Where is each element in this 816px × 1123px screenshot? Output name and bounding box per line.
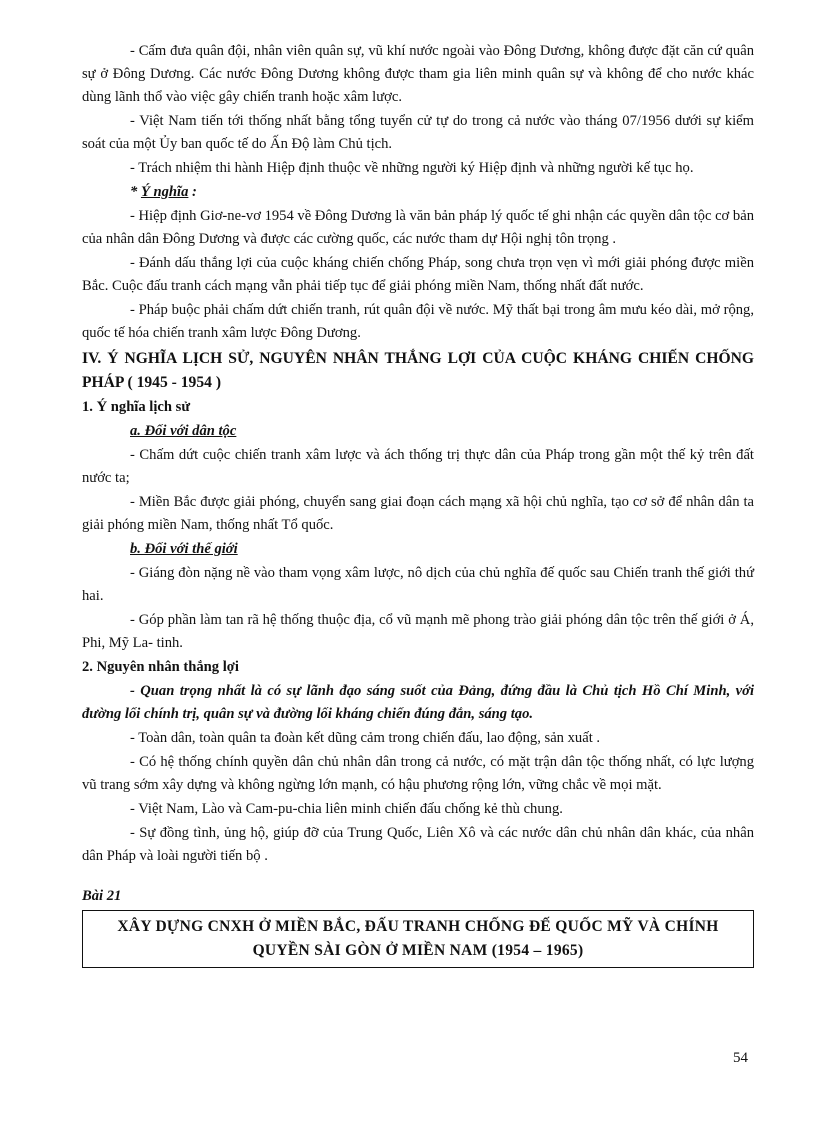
paragraph: - Miền Bắc được giải phóng, chuyển sang giai đoạn cách mạng xã hội chủ nghĩa, tạo cơ sở để nhân dân ta giải phóng miền Nam, thống nhất Tổ quốc. [82, 494, 754, 533]
subsection-heading: 2. Nguyên nhân thắng lợi [82, 659, 239, 675]
paragraph: - Hiệp định Giơ-ne-vơ 1954 về Đông Dương là văn bản pháp lý quốc tế ghi nhận các quyền dân tộc cơ bản của nhân dân Đông Dương và được các cường quốc, các nước tham dự Hội nghị tôn trọng . [82, 208, 754, 247]
paragraph: - Chấm dứt cuộc chiến tranh xâm lược và ách thống trị thực dân của Pháp trong gần một thế kỷ trên đất nước ta; [82, 447, 754, 486]
significance-colon: : [188, 184, 197, 200]
sub-heading-a: a. Đối với dân tộc [130, 423, 237, 439]
paragraph: - Trách nhiệm thi hành Hiệp định thuộc về những người ký Hiệp định và những người kế tục họ. [130, 160, 694, 176]
paragraph: - Giáng đòn nặng nề vào tham vọng xâm lược, nô dịch của chủ nghĩa đế quốc sau Chiến tranh thế giới thứ hai. [82, 565, 754, 604]
paragraph-emphasis: - Quan trọng nhất là có sự lãnh đạo sáng suốt của Đảng, đứng đầu là Chủ tịch Hồ Chí Minh, với đường lối chính trị, quân sự và đường lối kháng chiến đúng đắn, sáng tạo. [82, 683, 754, 722]
section-heading: IV. Ý NGHĨA LỊCH SỬ, NGUYÊN NHÂN THẮNG LỢI CỦA CUỘC KHÁNG CHIẾN CHỐNG PHÁP ( 1945 - 1954 ) [82, 350, 754, 391]
significance-heading [82, 181, 754, 204]
lesson-title-box: XÂY DỰNG CNXH Ở MIỀN BẮC, ĐẤU TRANH CHỐNG ĐẾ QUỐC MỸ VÀ CHÍNH QUYỀN SÀI GÒN Ở MIỀN NAM (1954 – 1965) [82, 910, 754, 968]
sub-heading-b: b. Đối với thế giới [130, 541, 238, 557]
document-page [82, 40, 754, 968]
paragraph: - Có hệ thống chính quyền dân chủ nhân dân trong cả nước, có mặt trận dân tộc thống nhất, có lực lượng vũ trang sớm xây dựng và không ngừng lớn mạnh, có hậu phương rộng lớn, vững chắc về mọi mặt. [82, 754, 754, 793]
paragraph: - Pháp buộc phải chấm dứt chiến tranh, rút quân đội về nước. Mỹ thất bại trong âm mưu kéo dài, mở rộng, quốc tế hóa chiến tranh xâm lược Đông Dương. [82, 302, 754, 341]
paragraph: - Góp phần làm tan rã hệ thống thuộc địa, cổ vũ mạnh mẽ phong trào giải phóng dân tộc trên thế giới ở Á, Phi, Mỹ La- tinh. [82, 612, 754, 651]
paragraph: - Sự đồng tình, ủng hộ, giúp đỡ của Trung Quốc, Liên Xô và các nước dân chủ nhân dân khác, của nhân dân Pháp và loài người tiến bộ . [82, 825, 754, 864]
paragraph: - Toàn dân, toàn quân ta đoàn kết dũng cảm trong chiến đấu, lao động, sản xuất . [130, 730, 601, 746]
significance-label: Ý nghĩa [140, 184, 189, 200]
page-number: 54 [733, 1050, 748, 1066]
subsection-heading: 1. Ý nghĩa lịch sử [82, 399, 191, 415]
paragraph: - Việt Nam, Lào và Cam-pu-chia liên minh chiến đấu chống kẻ thù chung. [130, 801, 563, 817]
lesson-label: Bài 21 [82, 888, 122, 904]
paragraph: - Cấm đưa quân đội, nhân viên quân sự, vũ khí nước ngoài vào Đông Dương, không được đặt căn cứ quân sự ở Đông Dương. Các nước Đông Dương không được tham gia liên minh quân sự và không để cho nước khác dùng lãnh thổ vào việc gây chiến tranh hoặc xâm lược. [82, 43, 754, 105]
paragraph: - Đánh dấu thắng lợi của cuộc kháng chiến chống Pháp, song chưa trọn vẹn vì mới giải phóng được miền Bắc. Cuộc đấu tranh cách mạng vẫn phải tiếp tục để giải phóng miền Nam, thống nhất đất nước. [82, 255, 754, 294]
paragraph: - Việt Nam tiến tới thống nhất bằng tổng tuyển cử tự do trong cả nước vào tháng 07/1956 dưới sự kiểm soát của một Ủy ban quốc tế do Ấn Độ làm Chủ tịch. [82, 113, 754, 152]
significance-star: * [130, 184, 141, 200]
